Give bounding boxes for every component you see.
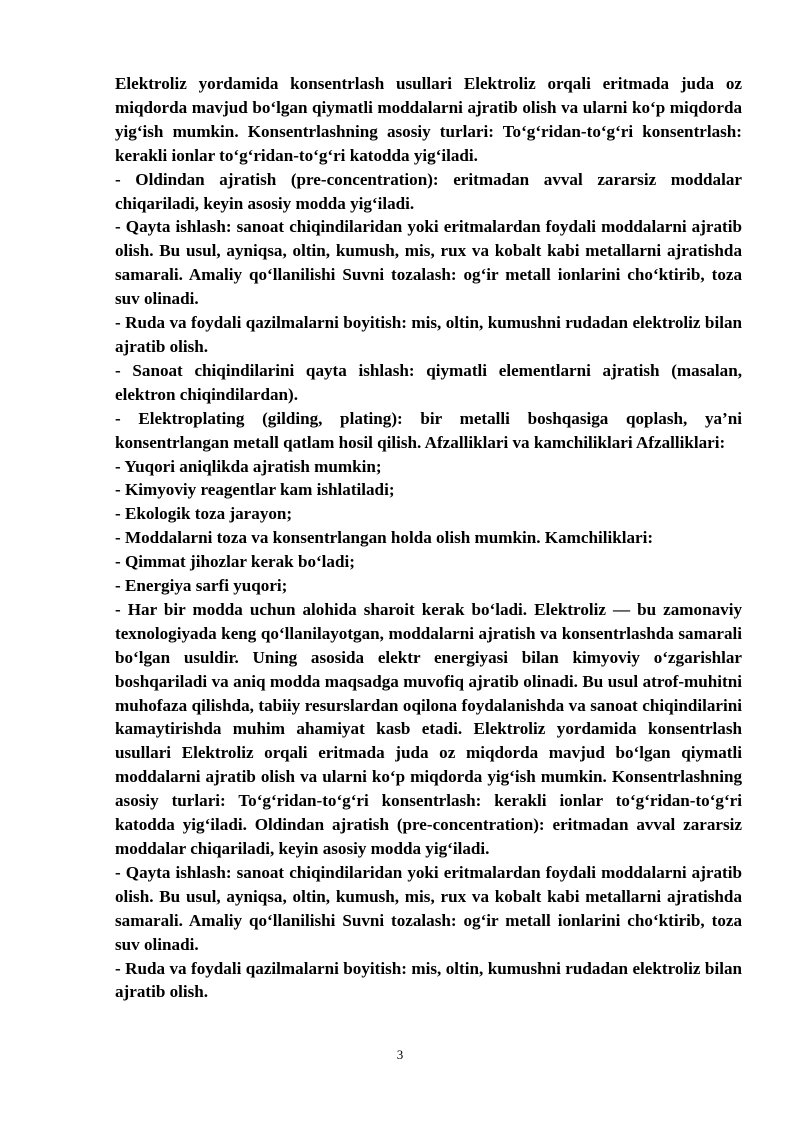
paragraph: - Ruda va foydali qazilmalarni boyitish: mis, oltin, kumushni rudadan elektroliz bilan ajratib olish. — [115, 313, 742, 356]
list-item: - Moddalarni toza va konsentrlangan holda olish mumkin. Kamchiliklari: — [115, 528, 654, 548]
paragraph: Elektroliz yordamida konsentrlash usullari Elektroliz orqali eritmada juda oz miqdorda mavjud bo‘lgan qiymatli moddalarni ajratib olish va ularni ko‘p miqdorda yig‘ish mumkin. Konsentrlashning asosiy turlari: To‘g‘ridan-to‘g‘ri konsentrlash: kerakli ionlar to‘g‘ridan-to‘g‘ri katodda yig‘iladi. — [115, 74, 742, 165]
paragraph: - Ruda va foydali qazilmalarni boyitish: mis, oltin, kumushni rudadan elektroliz bilan ajratib olish. — [115, 958, 742, 1002]
list-item: - Ekologik toza jarayon; — [115, 504, 293, 524]
list-item: - Energiya sarfi yuqori; — [115, 576, 288, 596]
list-item: - Qimmat jihozlar kerak bo‘ladi; — [115, 552, 355, 572]
paragraph: - Qayta ishlash: sanoat chiqindilaridan yoki eritmalardan foydali moddalarni ajratib olish. Bu usul, ayniqsa, oltin, kumush, mis, rux va kobalt kabi metallarni ajratishda samarali. Amaliy qo‘llanilishi Suvni tozalash: og‘ir metall ionlarini cho‘ktirib, toza suv olinadi. — [115, 862, 742, 954]
page-number: 3 — [396, 1047, 404, 1062]
paragraph: - Oldindan ajratish (pre-concentration): eritmadan avval zararsiz moddalar chiqariladi, keyin asosiy modda yig‘iladi. — [115, 169, 742, 213]
paragraph: - Sanoat chiqindilarini qayta ishlash: qiymatli elementlarni ajratish (masalan, elektron chiqindilardan). — [115, 360, 742, 404]
list-item: - Kimyoviy reagentlar kam ishlatiladi; — [115, 480, 395, 500]
paragraph: - Qayta ishlash: sanoat chiqindilaridan yoki eritmalardan foydali moddalarni ajratib olish. Bu usul, ayniqsa, oltin, kumush, mis, rux va kobalt kabi metallarni ajratishda samarali. Amaliy qo‘llanilishi Suvni tozalash: og‘ir metall ionlarini cho‘ktirib, toza suv olinadi. — [115, 217, 742, 309]
paragraph: - Elektroplating (gilding, plating): bir metalli boshqasiga qoplash, ya’ni konsentrlangan metall qatlam hosil qilish. Afzalliklari va kamchiliklari Afzalliklari: — [115, 408, 742, 452]
document-body — [115, 72, 742, 1004]
list-item: - Yuqori aniqlikda ajratish mumkin; — [115, 456, 382, 476]
paragraph: - Har bir modda uchun alohida sharoit kerak bo‘ladi. Elektroliz — bu zamonaviy texnologiyada keng qo‘llanilayotgan, moddalarni ajratish va konsentrlashda samarali bo‘lgan usuldir. Uning asosida elektr energiyasi bilan kimyoviy o‘zgarishlar boshqariladi va aniq modda maqsadga muvofiq ajratib olinadi. Bu usul atrof-muhitni muhofaza qilishda, tabiiy resurslardan oqilona foydalanishda va sanoat chiqindilarini kamaytirishda muhim ahamiyat kasb etadi. Elektroliz yordamida konsentrlash usullari Elektroliz orqali eritmada juda oz miqdorda mavjud bo‘lgan qiymatli moddalarni ajratib olish va ularni ko‘p miqdorda yig‘ish mumkin. Konsentrlashning asosiy turlari: To‘g‘ridan-to‘g‘ri konsentrlash: kerakli ionlar to‘g‘ridan-to‘g‘ri katodda yig‘iladi. Oldindan ajratish (pre-concentration): eritmadan avval zararsiz moddalar chiqariladi, keyin asosiy modda yig‘iladi. — [115, 599, 742, 858]
